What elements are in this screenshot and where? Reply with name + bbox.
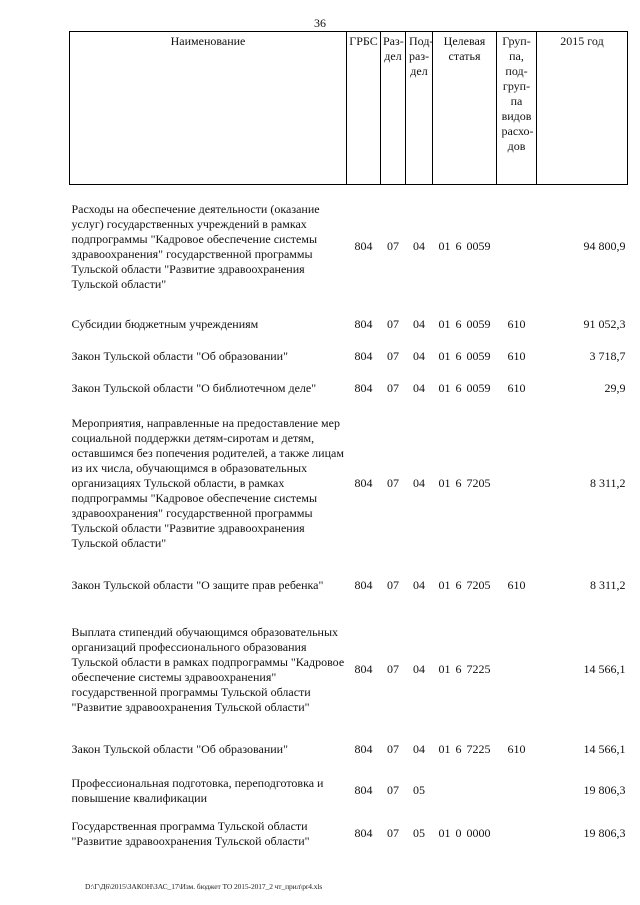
table-row: [70, 373, 628, 405]
row-name: Закон Тульской области "О библиотечном деле": [71, 381, 317, 395]
row-grbs: 804: [354, 742, 373, 756]
row-razdel: 07: [387, 783, 399, 797]
row-amount: 29,9: [604, 381, 626, 395]
row-grbs: 804: [354, 662, 373, 676]
header-podrazdel: [406, 32, 433, 185]
row-grbs: 804: [354, 349, 373, 363]
row-amount: 91 052,3: [583, 317, 626, 331]
row-name: Мероприятия, направленные на предоставление мер социальной поддержки детям-сиротам и детям, оставшимся без попечения родителей, а также лицам из их числа, обучающимся в образовательных организациях Тульской области, в рамках подпрограммы "Кадровое обеспечение системы здравоохранения" государственной программы Тульской области "Развитие здравоохранения Тульской области": [71, 416, 344, 550]
row-razdel: 07: [387, 349, 399, 363]
row-grbs: 804: [354, 476, 373, 490]
header-razdel: [381, 32, 406, 185]
row-podrazdel: 04: [413, 349, 425, 363]
row-name: Профессиональная подготовка, переподготовка и повышение квалификации: [71, 775, 324, 805]
row-razdel: 07: [387, 381, 399, 395]
page-number: 36: [314, 16, 326, 30]
row-razdel: 07: [387, 578, 399, 592]
table-row: [70, 609, 628, 731]
row-podrazdel: 05: [413, 783, 425, 797]
row-vid-rashodov: 610: [507, 381, 526, 395]
header-celevaya-statya: Целевая статья: [433, 32, 497, 185]
row-celevaya-statya: 01 6 0059: [438, 239, 491, 254]
row-name: Государственная программа Тульской области "Развитие здравоохранения Тульской области": [71, 818, 310, 848]
row-name: Закон Тульской области "Об образовании": [71, 349, 288, 363]
header-year: 2015 год: [537, 32, 628, 185]
header-podrazdel-label: Под-раз-дел: [409, 34, 434, 78]
row-vid-rashodov: 610: [507, 578, 526, 592]
row-celevaya-statya: [433, 769, 497, 813]
table-row: [70, 309, 628, 341]
row-grbs: 804: [354, 783, 373, 797]
table-row: [70, 185, 628, 309]
header-razdel-label: Раз-дел: [383, 34, 404, 63]
row-podrazdel: 04: [413, 317, 425, 331]
row-amount: 19 806,3: [583, 826, 626, 840]
row-vid-rashodov: [497, 813, 537, 855]
row-vid-rashodov: [497, 185, 537, 309]
row-amount: 3 718,7: [589, 349, 626, 363]
row-podrazdel: 04: [413, 381, 425, 395]
row-razdel: 07: [387, 826, 399, 840]
row-podrazdel: 04: [413, 742, 425, 756]
row-celevaya-statya: 01 6 0059: [438, 317, 491, 331]
row-grbs: 804: [354, 381, 373, 395]
row-amount: 14 566,1: [583, 662, 626, 676]
table-row: [70, 769, 628, 813]
row-vid-rashodov: 610: [507, 742, 526, 756]
table-row: [70, 341, 628, 373]
row-name: Закон Тульской области "О защите прав ребенка": [71, 578, 324, 592]
row-amount: 8 311,2: [589, 476, 626, 490]
file-path-footer: D:\Г\Д6\2015\ЗАКОН\ЗАС_17\Изм. бюджет ТО 2015-2017_2 чт_прил\pr4.xls: [85, 882, 323, 891]
row-grbs: 804: [354, 826, 373, 840]
table-row: [70, 405, 628, 563]
row-celevaya-statya: 01 6 7225: [438, 742, 491, 756]
row-grbs: 804: [354, 578, 373, 592]
header-name: Наименование: [70, 32, 347, 185]
row-grbs: 804: [354, 317, 373, 331]
header-grbs: ГРБС: [347, 32, 381, 185]
row-podrazdel: 04: [413, 239, 425, 254]
row-razdel: 07: [387, 317, 399, 331]
row-name: Выплата стипендий обучающимся образовательных организаций профессионального образования Тульской области в рамках подпрограммы "Кадровое обеспечение системы здравоохранения" государственной программы Тульской области "Развитие здравоохранения Тульской области": [71, 624, 345, 714]
row-podrazdel: 04: [413, 578, 425, 592]
row-podrazdel: 05: [413, 826, 425, 840]
budget-table: [69, 31, 628, 855]
row-vid-rashodov: [497, 609, 537, 731]
table-row: [70, 563, 628, 609]
table-row: [70, 731, 628, 769]
row-celevaya-statya: 01 0 0000: [438, 826, 491, 840]
row-celevaya-statya: 01 6 0059: [438, 349, 491, 363]
row-razdel: 07: [387, 239, 399, 254]
row-razdel: 07: [387, 662, 399, 676]
row-podrazdel: 04: [413, 476, 425, 490]
row-razdel: 07: [387, 742, 399, 756]
table-row: [70, 813, 628, 855]
row-podrazdel: 04: [413, 662, 425, 676]
row-vid-rashodov: [497, 405, 537, 563]
row-celevaya-statya: 01 6 7225: [438, 662, 491, 676]
row-celevaya-statya: 01 6 7205: [438, 476, 491, 490]
row-name: Расходы на обеспечение деятельности (оказание услуг) государственных учреждений в рамках подпрограммы "Кадровое обеспечение системы здравоохранения" государственной программы Тульской области "Развитие здравоохранения Тульской области": [71, 201, 320, 291]
row-amount: 14 566,1: [583, 742, 626, 756]
row-vid-rashodov: [497, 769, 537, 813]
row-celevaya-statya: 01 6 7205: [438, 578, 491, 592]
table-body: [70, 185, 628, 855]
row-vid-rashodov: 610: [507, 317, 526, 331]
row-razdel: 07: [387, 476, 399, 490]
header-vid-rashodov: [497, 32, 537, 185]
row-amount: 94 800,9: [583, 239, 626, 254]
table-header: [70, 32, 628, 185]
row-amount: 8 311,2: [589, 578, 626, 592]
row-name: Закон Тульской области "Об образовании": [71, 742, 288, 756]
header-vid-rashodov-label: Груп-па, под-груп-па видов расхо-дов: [501, 34, 534, 153]
row-grbs: 804: [354, 239, 373, 254]
row-name: Субсидии бюджетным учреждениям: [71, 317, 259, 331]
row-amount: 19 806,3: [583, 783, 626, 797]
row-celevaya-statya: 01 6 0059: [438, 381, 491, 395]
row-vid-rashodov: 610: [507, 349, 526, 363]
